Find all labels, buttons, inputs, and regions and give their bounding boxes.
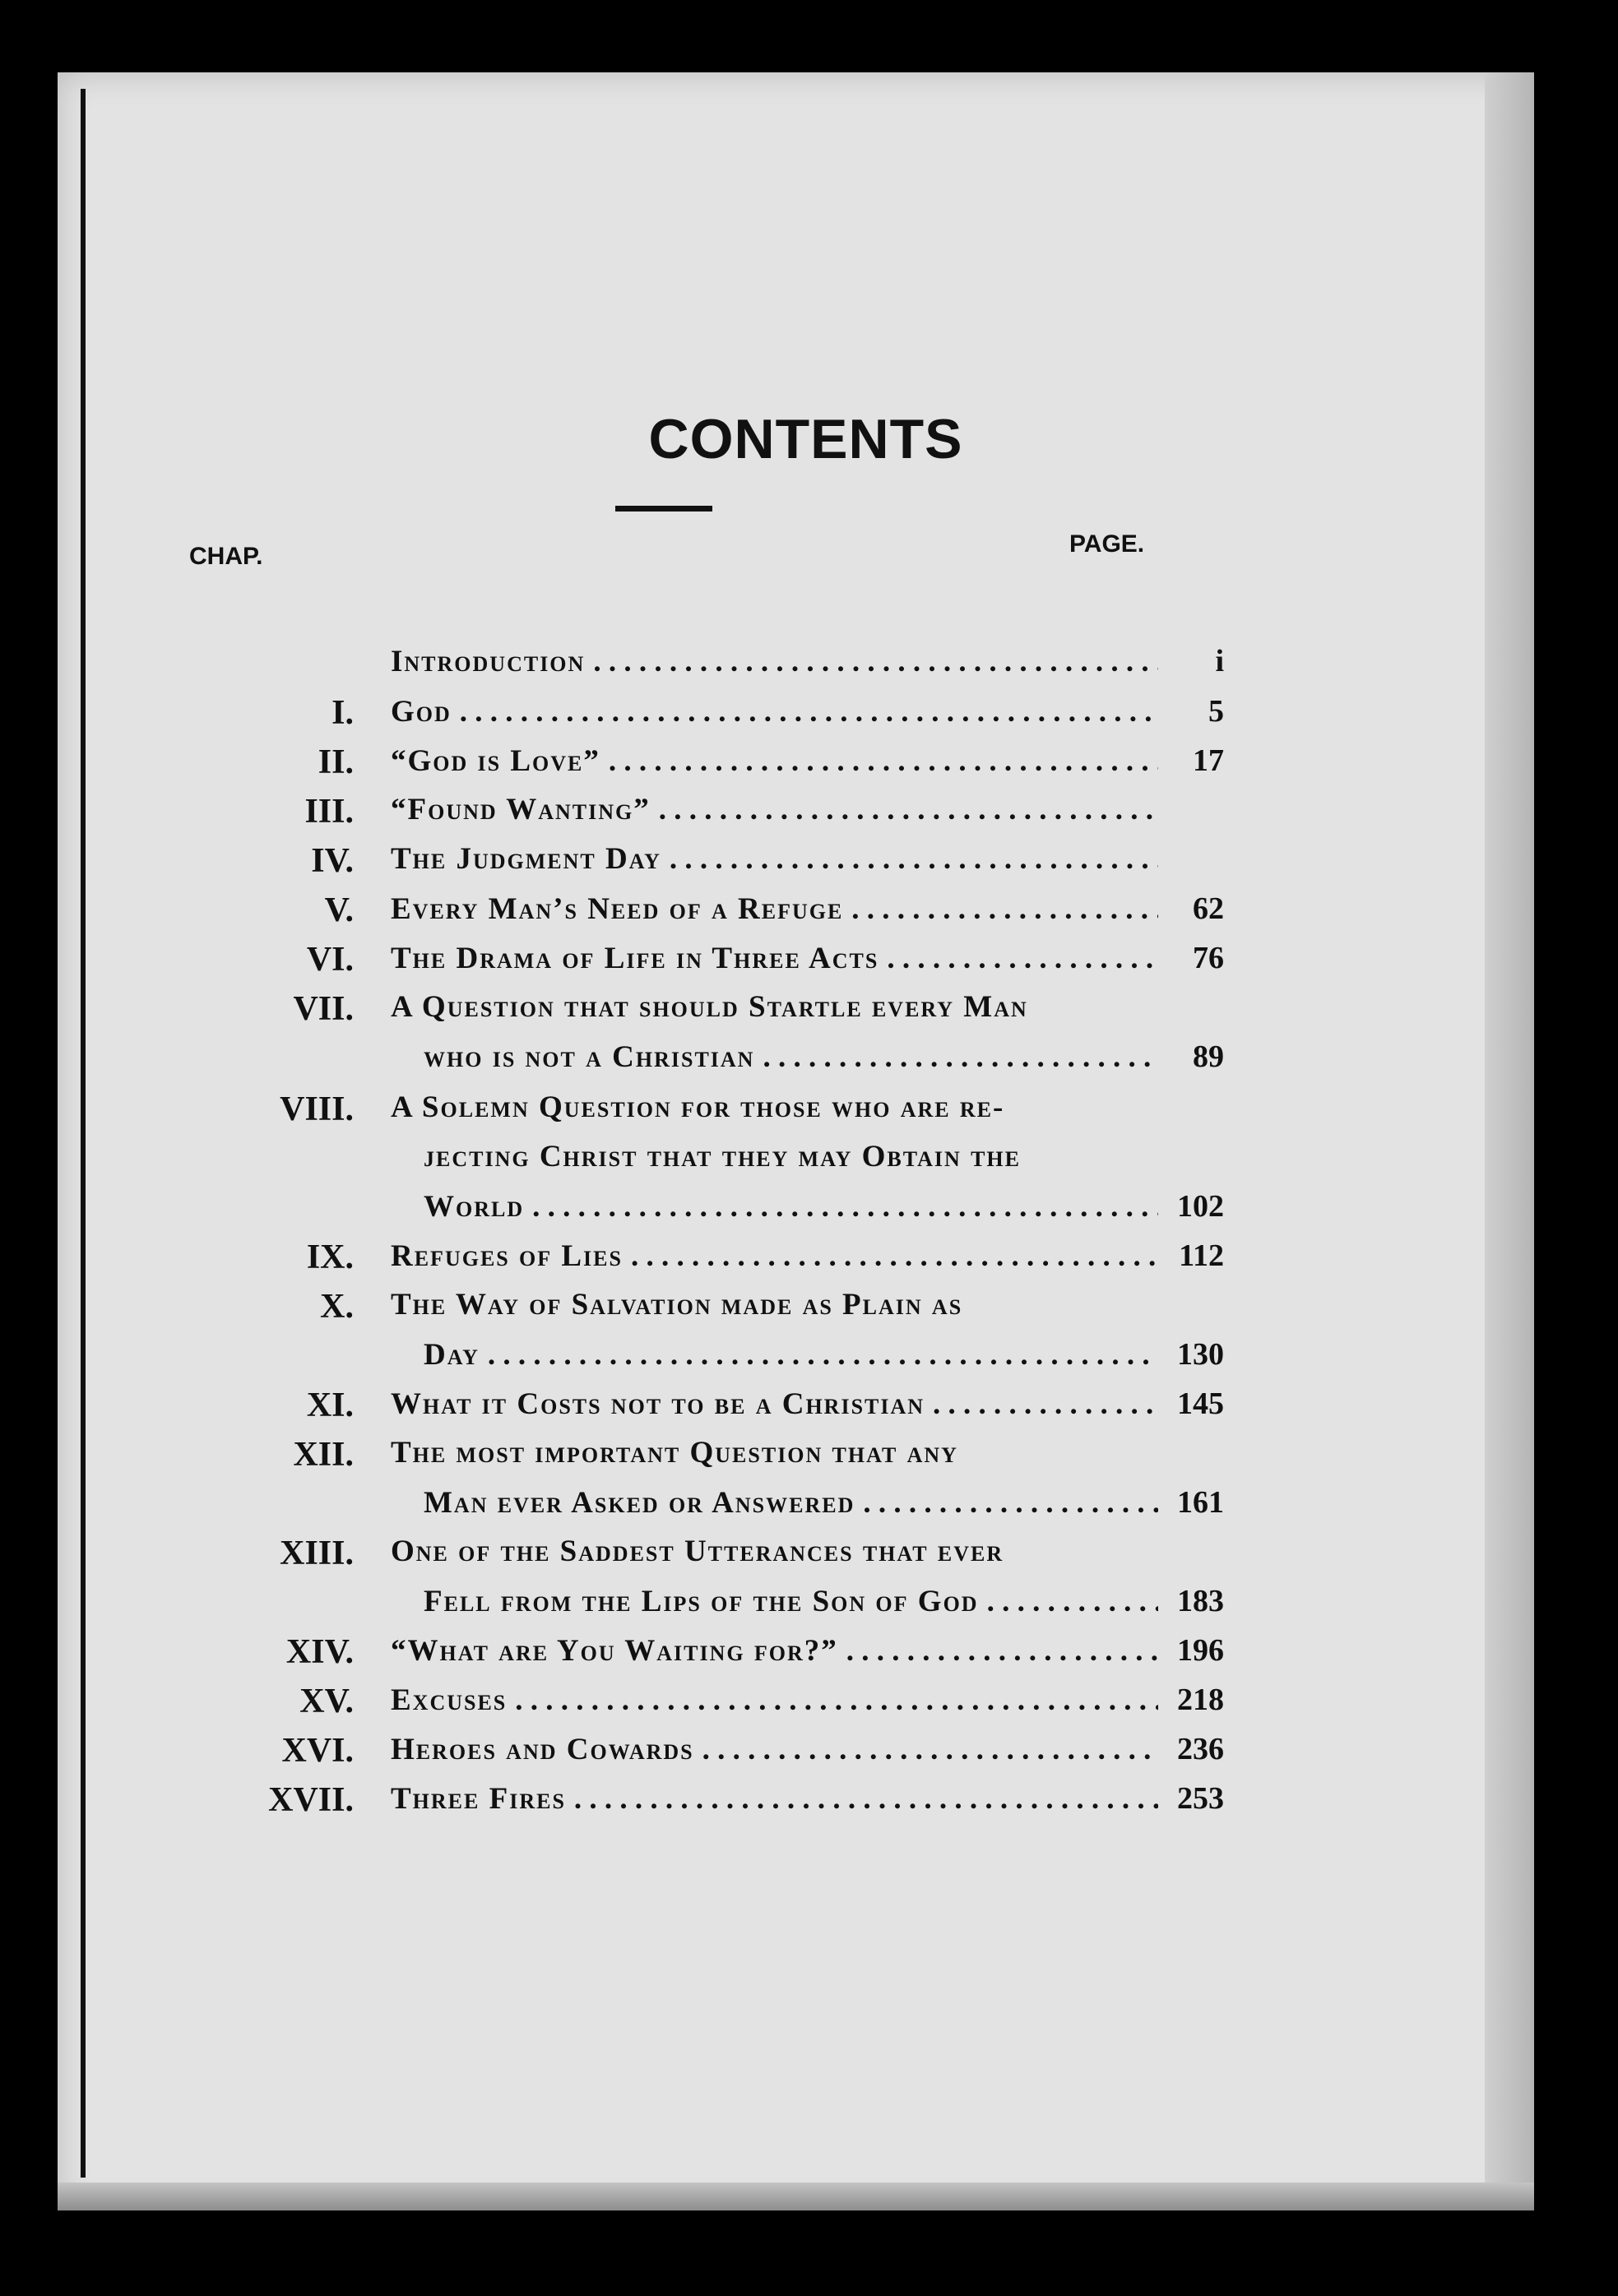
chapter-numeral: X.	[320, 1288, 354, 1326]
toc-entry-title: The most important Question that any	[391, 1436, 958, 1470]
toc-line	[391, 1632, 1224, 1678]
dot-leader	[846, 1633, 1158, 1669]
contents-title: CONTENTS	[648, 408, 963, 470]
dot-leader	[670, 841, 1158, 877]
toc-entry-title: “Found Wanting”	[391, 793, 651, 826]
dot-leader	[987, 1584, 1158, 1619]
toc-line	[391, 1090, 1224, 1136]
toc-entry-title: “God is Love”	[391, 744, 600, 778]
dot-leader	[933, 1386, 1158, 1422]
dot-leader	[515, 1683, 1158, 1718]
toc-line	[391, 1534, 1224, 1580]
chapter-numeral: V.	[324, 891, 354, 929]
toc-line	[391, 643, 1224, 689]
toc-entry-title: What it Costs not to be a Christian	[391, 1387, 925, 1421]
toc-page-number: 130	[1177, 1337, 1224, 1372]
toc-page-number: 89	[1193, 1039, 1224, 1074]
toc-page-number: 145	[1177, 1386, 1224, 1421]
toc-line	[391, 693, 1224, 739]
chapter-numeral: I.	[331, 694, 354, 732]
chapter-numeral: III.	[304, 793, 354, 831]
chapter-numeral: XVI.	[281, 1732, 354, 1770]
toc-line	[424, 1188, 1224, 1234]
dot-leader	[863, 1485, 1158, 1521]
chapter-numeral: VI.	[306, 941, 354, 979]
toc-line	[391, 1731, 1224, 1777]
toc-line	[391, 940, 1224, 986]
dot-leader	[609, 743, 1158, 779]
toc-line	[424, 1139, 1224, 1185]
toc-entry-title: Every Man’s Need of a Refuge	[391, 892, 844, 926]
toc-entry-title: Three Fires	[391, 1782, 566, 1816]
toc-line	[391, 1682, 1224, 1728]
toc-entry-title: Fell from the Lips of the Son of God	[424, 1585, 979, 1618]
chapter-column-header: CHAP.	[189, 543, 263, 570]
toc-page-number: 76	[1193, 941, 1224, 975]
toc-page-number: i	[1215, 644, 1224, 678]
toc-line	[391, 1386, 1224, 1432]
toc-entry-title: who is not a Christian	[424, 1040, 755, 1074]
toc-entry-title: Heroes and Cowards	[391, 1733, 694, 1766]
chapter-numeral: XVII.	[268, 1781, 354, 1819]
dot-leader	[763, 1039, 1158, 1075]
page-column-header: PAGE.	[1069, 530, 1145, 558]
chapter-numeral: VIII.	[280, 1090, 354, 1128]
toc-entry-title: A Solemn Question for those who are re-	[391, 1090, 1005, 1124]
chapter-numeral: XII.	[293, 1436, 354, 1474]
dot-leader	[851, 891, 1158, 927]
dot-leader	[631, 1238, 1158, 1274]
toc-entry-title: Refuges of Lies	[391, 1239, 623, 1273]
chapter-numeral: VII.	[293, 990, 354, 1028]
toc-line	[424, 1336, 1224, 1382]
toc-line	[391, 792, 1224, 838]
chapter-numeral: IV.	[311, 842, 354, 880]
toc-line	[424, 1484, 1224, 1530]
toc-page-number: 5	[1208, 694, 1224, 729]
toc-entry-title: The Way of Salvation made as Plain as	[391, 1288, 963, 1322]
toc-page-number: 62	[1193, 891, 1224, 926]
toc-entry-title: God	[391, 695, 452, 729]
chapter-numeral: IX.	[306, 1238, 354, 1276]
toc-line	[391, 743, 1224, 789]
toc-page-number: 196	[1177, 1633, 1224, 1668]
toc-page-number: 236	[1177, 1732, 1224, 1766]
chapter-numeral: XIII.	[280, 1535, 354, 1572]
chapter-numeral: XI.	[306, 1386, 354, 1424]
toc-line	[391, 891, 1224, 937]
toc-entry-title: A Question that should Startle every Man	[391, 990, 1028, 1024]
dot-leader	[488, 1337, 1158, 1373]
toc-line	[391, 1287, 1224, 1333]
chapter-numeral: XIV.	[285, 1633, 354, 1671]
toc-entry-title: Excuses	[391, 1683, 508, 1717]
chapter-numeral: II.	[318, 743, 354, 781]
dot-leader	[659, 792, 1158, 827]
toc-entry-title: The Drama of Life in Three Acts	[391, 942, 879, 975]
toc-line	[391, 1435, 1224, 1481]
toc-page-number: 112	[1179, 1238, 1224, 1273]
chapter-numeral: XV.	[299, 1683, 354, 1720]
toc-line	[391, 1780, 1224, 1826]
toc-page-number: 253	[1177, 1781, 1224, 1816]
toc-line	[391, 1238, 1224, 1284]
toc-page-number: 17	[1193, 743, 1224, 778]
toc-page-number: 161	[1177, 1485, 1224, 1520]
toc-entry-title: jecting Christ that they may Obtain the	[424, 1140, 1021, 1173]
toc-line	[424, 1039, 1224, 1085]
dot-leader	[593, 644, 1158, 679]
toc-entry-title: Day	[424, 1338, 480, 1372]
toc-entry-title: One of the Saddest Utterances that ever	[391, 1535, 1004, 1568]
toc-page-number: 183	[1177, 1584, 1224, 1618]
toc-entry-title: The Judgment Day	[391, 842, 661, 876]
toc-page-number: 102	[1177, 1189, 1224, 1224]
toc-line	[391, 841, 1224, 887]
toc-page-number: 218	[1177, 1683, 1224, 1717]
toc-entry-title: Introduction	[391, 645, 586, 678]
toc-entry-title: “What are You Waiting for?”	[391, 1634, 838, 1668]
toc-line	[424, 1583, 1224, 1629]
toc-entry-title: World	[424, 1190, 525, 1224]
toc-entry-title: Man ever Asked or Answered	[424, 1486, 855, 1520]
dot-leader	[574, 1781, 1158, 1817]
dot-leader	[460, 694, 1158, 729]
toc-line	[391, 989, 1224, 1035]
dot-leader	[532, 1189, 1158, 1224]
dot-leader	[702, 1732, 1158, 1767]
dot-leader	[887, 941, 1158, 976]
